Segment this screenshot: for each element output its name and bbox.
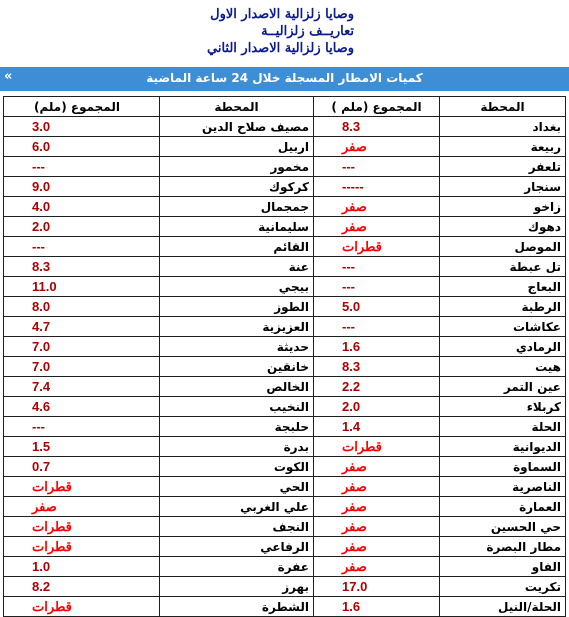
left-total-cell: قطرات [4,597,160,617]
right-total-cell: صفر [314,477,440,497]
left-station-cell: عنة [160,257,314,277]
left-total-cell: 8.3 [4,257,160,277]
table-row [4,377,566,397]
right-station-cell: الفاو [440,557,566,577]
left-total-cell: 3.0 [4,117,160,137]
right-total-cell: قطرات [314,437,440,457]
left-station-cell: اربيل [160,137,314,157]
quick-links [0,6,562,57]
right-station-cell: عين التمر [440,377,566,397]
left-station-cell: علي الغربي [160,497,314,517]
right-station-cell: بغداد [440,117,566,137]
left-station-cell: سليمانية [160,217,314,237]
left-total-cell: 4.7 [4,317,160,337]
right-station-cell: البعاج [440,277,566,297]
left-total-cell: 6.0 [4,137,160,157]
right-station-cell: الرطبة [440,297,566,317]
table-row [4,517,566,537]
table-header-row [4,97,566,117]
left-total-cell: 7.4 [4,377,160,397]
left-station-cell: حديثة [160,337,314,357]
right-total-cell: صفر [314,457,440,477]
left-station-cell: الكوت [160,457,314,477]
right-station-cell: الرمادي [440,337,566,357]
left-total-cell: قطرات [4,517,160,537]
right-station-cell: الحلة [440,417,566,437]
left-total-cell: --- [4,237,160,257]
left-station-cell: بيجي [160,277,314,297]
link-seismic-advice-1[interactable]: وصايا زلزالية الاصدار الاول [210,7,354,22]
table-title: كميات الامطار المسجلة خلال 24 ساعة الماضية [146,71,423,85]
table-row [4,397,566,417]
right-total-cell: صفر [314,217,440,237]
right-total-cell: 2.2 [314,377,440,397]
right-station-cell: كربلاء [440,397,566,417]
right-station-cell: الناصرية [440,477,566,497]
left-total-cell: --- [4,157,160,177]
right-total-cell: 5.0 [314,297,440,317]
left-total-cell: 0.7 [4,457,160,477]
table-row [4,477,566,497]
left-station-cell: العزيزية [160,317,314,337]
left-total-cell: قطرات [4,477,160,497]
table-row [4,297,566,317]
right-total-cell: صفر [314,537,440,557]
right-station-cell: زاخو [440,197,566,217]
right-station-cell: الحلة/النيل [440,597,566,617]
left-total-cell: 1.5 [4,437,160,457]
link-seismic-advice-2[interactable]: وصايا زلزالية الاصدار الثاني [207,41,354,56]
right-total-cell: صفر [314,197,440,217]
right-total-cell: صفر [314,557,440,577]
table-row [4,337,566,357]
left-station-cell: كركوك [160,177,314,197]
right-total-cell: --- [314,257,440,277]
left-total-cell: 7.0 [4,357,160,377]
table-row [4,117,566,137]
right-station-cell: دهوك [440,217,566,237]
left-station-cell: حلبجة [160,417,314,437]
divider [0,92,569,95]
right-total-cell: --- [314,317,440,337]
table-row [4,537,566,557]
right-total-cell: --- [314,157,440,177]
header-station-left: المحطة [160,97,314,117]
right-station-cell: سنجار [440,177,566,197]
left-station-cell: بهرز [160,577,314,597]
left-total-cell: 1.0 [4,557,160,577]
table-row [4,597,566,617]
left-station-cell: النخيب [160,397,314,417]
header-total-right: المجموع (ملم ) [314,97,440,117]
table-row [4,257,566,277]
left-total-cell: 11.0 [4,277,160,297]
left-total-cell: 7.0 [4,337,160,357]
table-row [4,317,566,337]
right-station-cell: هيت [440,357,566,377]
right-total-cell: 8.3 [314,117,440,137]
table-row [4,277,566,297]
left-station-cell: الشطرة [160,597,314,617]
right-total-cell: صفر [314,137,440,157]
right-total-cell: قطرات [314,237,440,257]
right-station-cell: تلعفر [440,157,566,177]
left-total-cell: 9.0 [4,177,160,197]
right-station-cell: الموصل [440,237,566,257]
left-station-cell: عفرة [160,557,314,577]
left-total-cell: 2.0 [4,217,160,237]
right-total-cell: --- [314,277,440,297]
table-row [4,437,566,457]
right-station-cell: العمارة [440,497,566,517]
left-station-cell: القائم [160,237,314,257]
table-row [4,197,566,217]
chevron-double-left-icon: « [4,69,13,84]
left-station-cell: جمجمال [160,197,314,217]
right-station-cell: تكريت [440,577,566,597]
left-total-cell: 4.0 [4,197,160,217]
table-row [4,457,566,477]
left-total-cell: 8.2 [4,577,160,597]
table-row [4,157,566,177]
left-total-cell: 8.0 [4,297,160,317]
rainfall-table [3,96,566,617]
right-station-cell: تل عبطة [440,257,566,277]
left-station-cell: خانقين [160,357,314,377]
right-total-cell: 1.6 [314,337,440,357]
left-station-cell: الحي [160,477,314,497]
table-row [4,177,566,197]
right-total-cell: 1.4 [314,417,440,437]
right-total-cell: 17.0 [314,577,440,597]
right-station-cell: عكاشات [440,317,566,337]
right-station-cell: مطار البصرة [440,537,566,557]
table-row [4,497,566,517]
header-station-right: المحطة [440,97,566,117]
left-total-cell: 4.6 [4,397,160,417]
left-station-cell: الرفاعي [160,537,314,557]
left-station-cell: الخالص [160,377,314,397]
link-seismic-definitions[interactable]: تعاريــف زلزاليــة [261,24,354,39]
right-total-cell: 8.3 [314,357,440,377]
right-total-cell: ----- [314,177,440,197]
table-title-banner [0,67,569,91]
left-total-cell: قطرات [4,537,160,557]
right-total-cell: 1.6 [314,597,440,617]
left-station-cell: مصيف صلاح الدين [160,117,314,137]
table-row [4,237,566,257]
table-row [4,217,566,237]
left-station-cell: مخمور [160,157,314,177]
right-station-cell: السماوة [440,457,566,477]
left-station-cell: النجف [160,517,314,537]
right-total-cell: صفر [314,497,440,517]
left-total-cell: --- [4,417,160,437]
table-row [4,417,566,437]
left-total-cell: صفر [4,497,160,517]
header-total-left: المجموع (ملم) [4,97,160,117]
right-station-cell: حي الحسين [440,517,566,537]
table-row [4,577,566,597]
table-row [4,137,566,157]
right-total-cell: صفر [314,517,440,537]
left-station-cell: الطوز [160,297,314,317]
table-row [4,357,566,377]
right-station-cell: ربيعة [440,137,566,157]
right-total-cell: 2.0 [314,397,440,417]
right-station-cell: الديوانية [440,437,566,457]
table-row [4,557,566,577]
left-station-cell: بدرة [160,437,314,457]
